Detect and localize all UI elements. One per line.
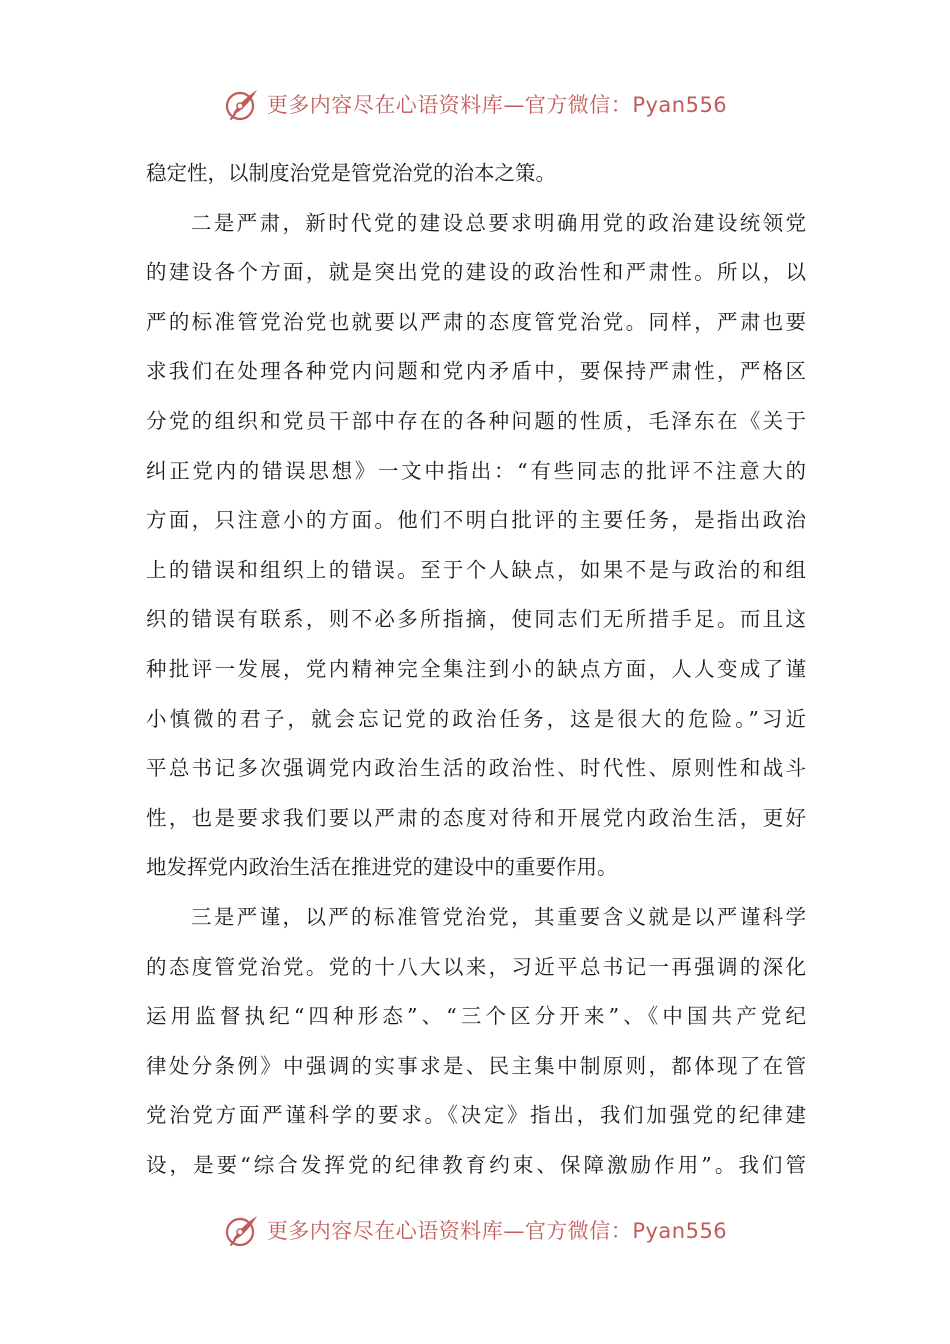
text-line: 纠正党内的错误思想》一文中指出：“有些同志的批评不注意大的 [146,458,806,483]
text-line: 党治党方面严谨科学的要求。《决定》指出，我们加强党的纪律建 [146,1103,806,1128]
text-line: 的建设各个方面，就是突出党的建设的政治性和严肃性。所以，以 [146,260,806,285]
banner-wechat-label: 官方微信： [524,93,633,117]
quill-logo-icon [223,84,263,124]
text-line: 分党的组织和党员干部中存在的各种问题的性质，毛泽东在《关于 [146,408,806,433]
quill-logo-icon [223,1210,263,1250]
banner-wechat-handle: Pyan556 [632,93,728,117]
document-body [146,149,806,1190]
banner-wechat-handle: Pyan556 [632,1219,728,1243]
banner-wechat-label: 官方微信： [524,1219,633,1243]
header-banner [0,82,950,126]
text-line: 上的错误和组织上的错误。至于个人缺点，如果不是与政治的和组 [146,557,806,582]
text-line: 种批评一发展，党内精神完全集注到小的缺点方面，人人变成了谨 [146,656,806,681]
text-line: 律处分条例》中强调的实事求是、民主集中制原则，都体现了在管 [146,1053,806,1078]
text-line: 小慎微的君子，就会忘记党的政治任务，这是很大的危险。”习近 [146,706,806,731]
banner-separator: — [503,93,525,117]
banner-separator: — [503,1219,525,1243]
footer-banner [0,1208,950,1252]
banner-site-name: 更多内容尽在心语资料库 [266,1219,504,1243]
text-line: 设，是要“综合发挥党的纪律教育约束、保障激励作用”。我们管 [146,1152,806,1177]
text-line: 地发挥党内政治生活在推进党的建设中的重要作用。 [146,855,618,880]
text-line: 方面，只注意小的方面。他们不明白批评的主要任务，是指出政治 [146,508,806,533]
text-line: 的态度管党治党。党的十八大以来，习近平总书记一再强调的深化 [146,954,806,979]
banner-text [267,89,727,119]
text-line: 三是严谨，以严的标准管党治党，其重要含义就是以严谨科学 [191,904,806,929]
banner-text [267,1215,727,1245]
text-line: 稳定性，以制度治党是管党治党的治本之策。 [146,161,556,185]
text-line: 运用监督执纪“四种形态”、“三个区分开来”、《中国共产党纪 [146,1004,806,1029]
text-line: 平总书记多次强调党内政治生活的政治性、时代性、原则性和战斗 [146,756,806,781]
banner-site-name: 更多内容尽在心语资料库 [266,93,504,117]
text-line: 二是严肃，新时代党的建设总要求明确用党的政治建设统领党 [191,210,806,235]
text-line: 求我们在处理各种党内问题和党内矛盾中，要保持严肃性，严格区 [146,359,806,384]
text-line: 性，也是要求我们要以严肃的态度对待和开展党内政治生活，更好 [146,805,806,830]
text-line: 织的错误有联系，则不必多所指摘，使同志们无所措手足。而且这 [146,607,806,632]
text-line: 严的标准管党治党也就要以严肃的态度管党治党。同样，严肃也要 [146,309,806,334]
